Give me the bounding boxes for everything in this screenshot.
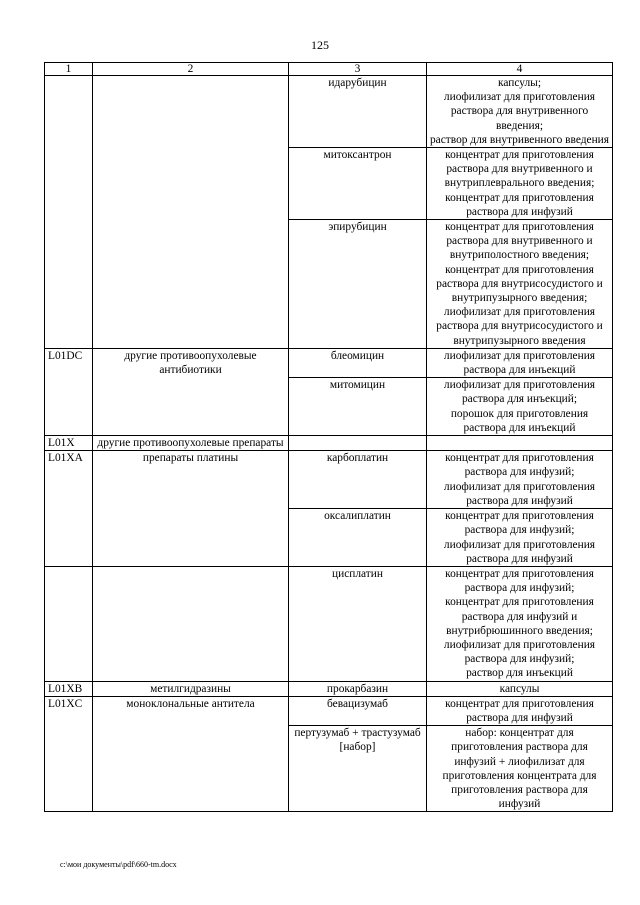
table-row: [45, 436, 613, 451]
header-col-3: 3: [289, 63, 427, 76]
dosage-form-cell: лиофилизат для приготовления раствора для инъекций: [427, 348, 613, 377]
group-cell: метилгидразины: [93, 681, 289, 696]
group-cell: [93, 378, 289, 436]
drug-name-cell: [289, 436, 427, 451]
table-row: [45, 378, 613, 436]
drug-table: [44, 62, 613, 812]
drug-name-cell: идарубицин: [289, 76, 427, 148]
drug-name-cell: митоксантрон: [289, 148, 427, 220]
group-cell: [93, 566, 289, 681]
table-row: [45, 76, 613, 148]
atc-code-cell: [45, 509, 93, 567]
dosage-form-cell: набор: концентрат для приготовления раствора для инфузий + лиофилизат для приготовления концентрата для приготовления раствора для инфузий: [427, 726, 613, 812]
drug-name-cell: бевацизумаб: [289, 696, 427, 725]
dosage-form-cell: концентрат для приготовления раствора для инфузий: [427, 696, 613, 725]
group-cell: другие противоопухолевые антибиотики: [93, 348, 289, 377]
atc-code-cell: [45, 220, 93, 349]
dosage-form-cell: концентрат для приготовления раствора для инфузий; концентрат для приготовления раствора для инфузий и внутрибрюшинного введения; лиофилизат для приготовления раствора для инфузий; раствор для инъекций: [427, 566, 613, 681]
drug-name-cell: пертузумаб + трастузумаб [набор]: [289, 726, 427, 812]
drug-name-cell: оксалиплатин: [289, 509, 427, 567]
atc-code-cell: L01DC: [45, 348, 93, 377]
drug-name-cell: блеомицин: [289, 348, 427, 377]
drug-name-cell: митомицин: [289, 378, 427, 436]
table-header-row: [45, 63, 613, 76]
table-row: [45, 348, 613, 377]
atc-code-cell: L01XA: [45, 451, 93, 509]
group-cell: препараты платины: [93, 451, 289, 509]
atc-code-cell: L01XC: [45, 696, 93, 725]
group-cell: моноклональные антитела: [93, 696, 289, 725]
group-cell: другие противоопухолевые препараты: [93, 436, 289, 451]
dosage-form-cell: концентрат для приготовления раствора для инфузий; лиофилизат для приготовления раствора для инфузий: [427, 451, 613, 509]
atc-code-cell: L01XB: [45, 681, 93, 696]
dosage-form-cell: концентрат для приготовления раствора для внутривенного и внутриплеврального введения; концентрат для приготовления раствора для инфузий: [427, 148, 613, 220]
dosage-form-cell: концентрат для приготовления раствора для внутривенного и внутриполостного введения; концентрат для приготовления раствора для внутрисосудистого и внутрипузырного введения; лиофилизат для приготовления раствора для внутрисосудистого и внутрипузырного введения: [427, 220, 613, 349]
table-row: [45, 726, 613, 812]
header-col-4: 4: [427, 63, 613, 76]
group-cell: [93, 726, 289, 812]
drug-name-cell: карбоплатин: [289, 451, 427, 509]
table-row: [45, 681, 613, 696]
atc-code-cell: [45, 566, 93, 681]
group-cell: [93, 509, 289, 567]
table-row: [45, 509, 613, 567]
atc-code-cell: [45, 148, 93, 220]
table-row: [45, 220, 613, 349]
drug-name-cell: прокарбазин: [289, 681, 427, 696]
page-number: 125: [311, 38, 329, 52]
dosage-form-cell: [427, 436, 613, 451]
group-cell: [93, 148, 289, 220]
drug-name-cell: цисплатин: [289, 566, 427, 681]
table-row: [45, 451, 613, 509]
header-col-1: 1: [45, 63, 93, 76]
table-row: [45, 148, 613, 220]
atc-code-cell: L01X: [45, 436, 93, 451]
dosage-form-cell: концентрат для приготовления раствора для инфузий; лиофилизат для приготовления раствора для инфузий: [427, 509, 613, 567]
file-path-footer: c:\мои документы\pdf\660-tm.docx: [60, 860, 177, 869]
group-cell: [93, 76, 289, 148]
atc-code-cell: [45, 726, 93, 812]
dosage-form-cell: лиофилизат для приготовления раствора для инъекций; порошок для приготовления раствора для инъекций: [427, 378, 613, 436]
dosage-form-cell: капсулы: [427, 681, 613, 696]
table-row: [45, 696, 613, 725]
dosage-form-cell: капсулы; лиофилизат для приготовления раствора для внутривенного введения; раствор для внутривенного введения: [427, 76, 613, 148]
group-cell: [93, 220, 289, 349]
drug-name-cell: эпирубицин: [289, 220, 427, 349]
atc-code-cell: [45, 378, 93, 436]
table-row: [45, 566, 613, 681]
atc-code-cell: [45, 76, 93, 148]
header-col-2: 2: [93, 63, 289, 76]
